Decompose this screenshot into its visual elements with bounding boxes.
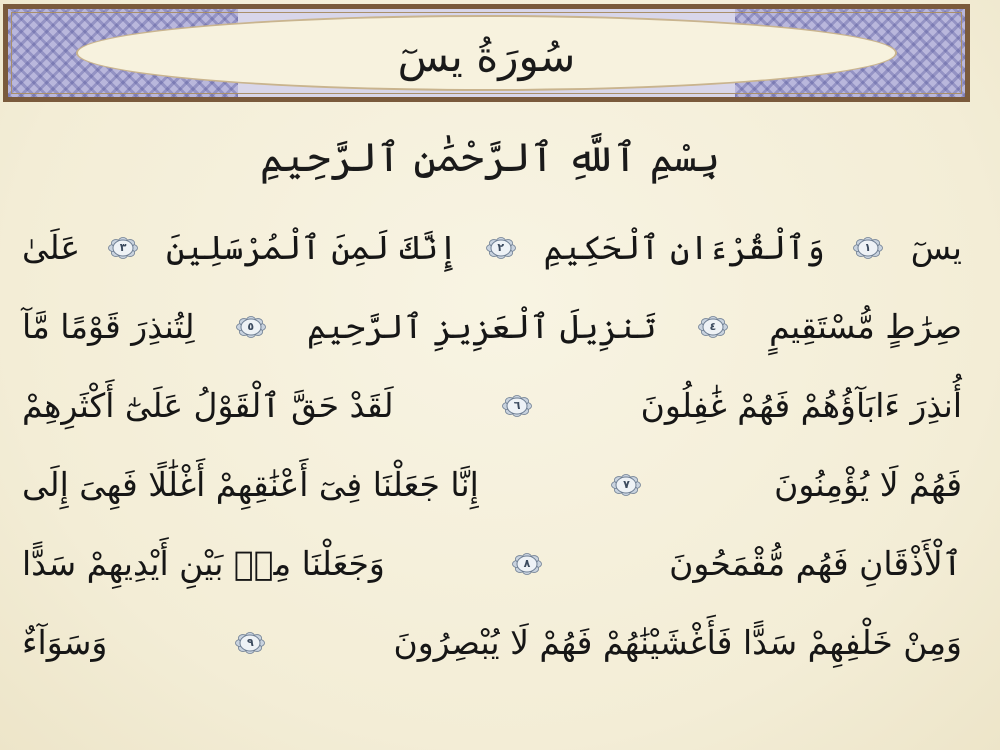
verse-text — [22, 208, 962, 682]
ayah-end-marker: ٥ — [232, 314, 270, 340]
ayah-end-marker: ٦ — [498, 393, 536, 419]
ayah-end-marker: ١ — [849, 235, 887, 261]
surah-header-banner — [3, 4, 970, 102]
verse-segment: لِتُنذِرَ قَوْمًا مَّآ — [22, 307, 195, 346]
verse-segment: أُنذِرَ ءَابَآؤُهُمْ فَهُمْ غَٰفِلُونَ — [640, 386, 962, 425]
basmala: بِسْمِ ٱللَّهِ ٱلرَّحْمَٰنِ ٱلرَّحِيمِ — [259, 135, 721, 181]
ayah-end-marker: ٢ — [482, 235, 520, 261]
verse-segment: تَنزِيلَ ٱلْعَزِيزِ ٱلرَّحِيمِ — [306, 307, 657, 346]
ayah-end-marker: ٨ — [508, 551, 546, 577]
verse-segment: وَجَعَلْنَا مِنۢ بَيْنِ أَيْدِيهِمْ سَدًّا — [22, 544, 385, 583]
verse-line-1 — [22, 208, 962, 287]
verse-line-4 — [22, 445, 962, 524]
surah-title: سُورَةُ يسٓ — [397, 32, 576, 81]
verse-segment: وَسَوَآءٌ — [22, 623, 108, 662]
ayah-end-marker: ٧ — [607, 472, 645, 498]
verse-line-6 — [22, 603, 962, 682]
verse-line-2 — [22, 287, 962, 366]
verse-segment: يسٓ — [910, 228, 962, 267]
verse-segment: لَقَدْ حَقَّ ٱلْقَوْلُ عَلَىٰٓ أَكْثَرِهِمْ — [22, 386, 394, 425]
verse-segment: وَمِنْ خَلْفِهِمْ سَدًّا فَأَغْشَيْنَٰهُمْ فَهُمْ لَا يُبْصِرُونَ — [393, 623, 962, 662]
ayah-end-marker: ٣ — [104, 235, 142, 261]
verse-segment: إِنَّا جَعَلْنَا فِىٓ أَعْنَٰقِهِمْ أَغْلَٰلًا فَهِىَ إِلَى — [22, 465, 479, 504]
ayah-end-marker: ٤ — [694, 314, 732, 340]
verse-segment: فَهُمْ لَا يُؤْمِنُونَ — [774, 465, 962, 504]
verse-segment: ٱلْأَذْقَانِ فَهُم مُّقْمَحُونَ — [669, 544, 962, 583]
verse-segment: صِرَٰطٍ مُّسْتَقِيمٍ — [769, 307, 962, 346]
verse-line-3 — [22, 366, 962, 445]
verse-segment: وَٱلْقُرْءَانِ ٱلْحَكِيمِ — [543, 228, 825, 267]
verse-line-5 — [22, 524, 962, 603]
verse-segment: إِنَّكَ لَمِنَ ٱلْمُرْسَلِينَ — [166, 228, 458, 267]
ayah-end-marker: ٩ — [231, 630, 269, 656]
verse-segment: عَلَىٰ — [22, 228, 81, 267]
